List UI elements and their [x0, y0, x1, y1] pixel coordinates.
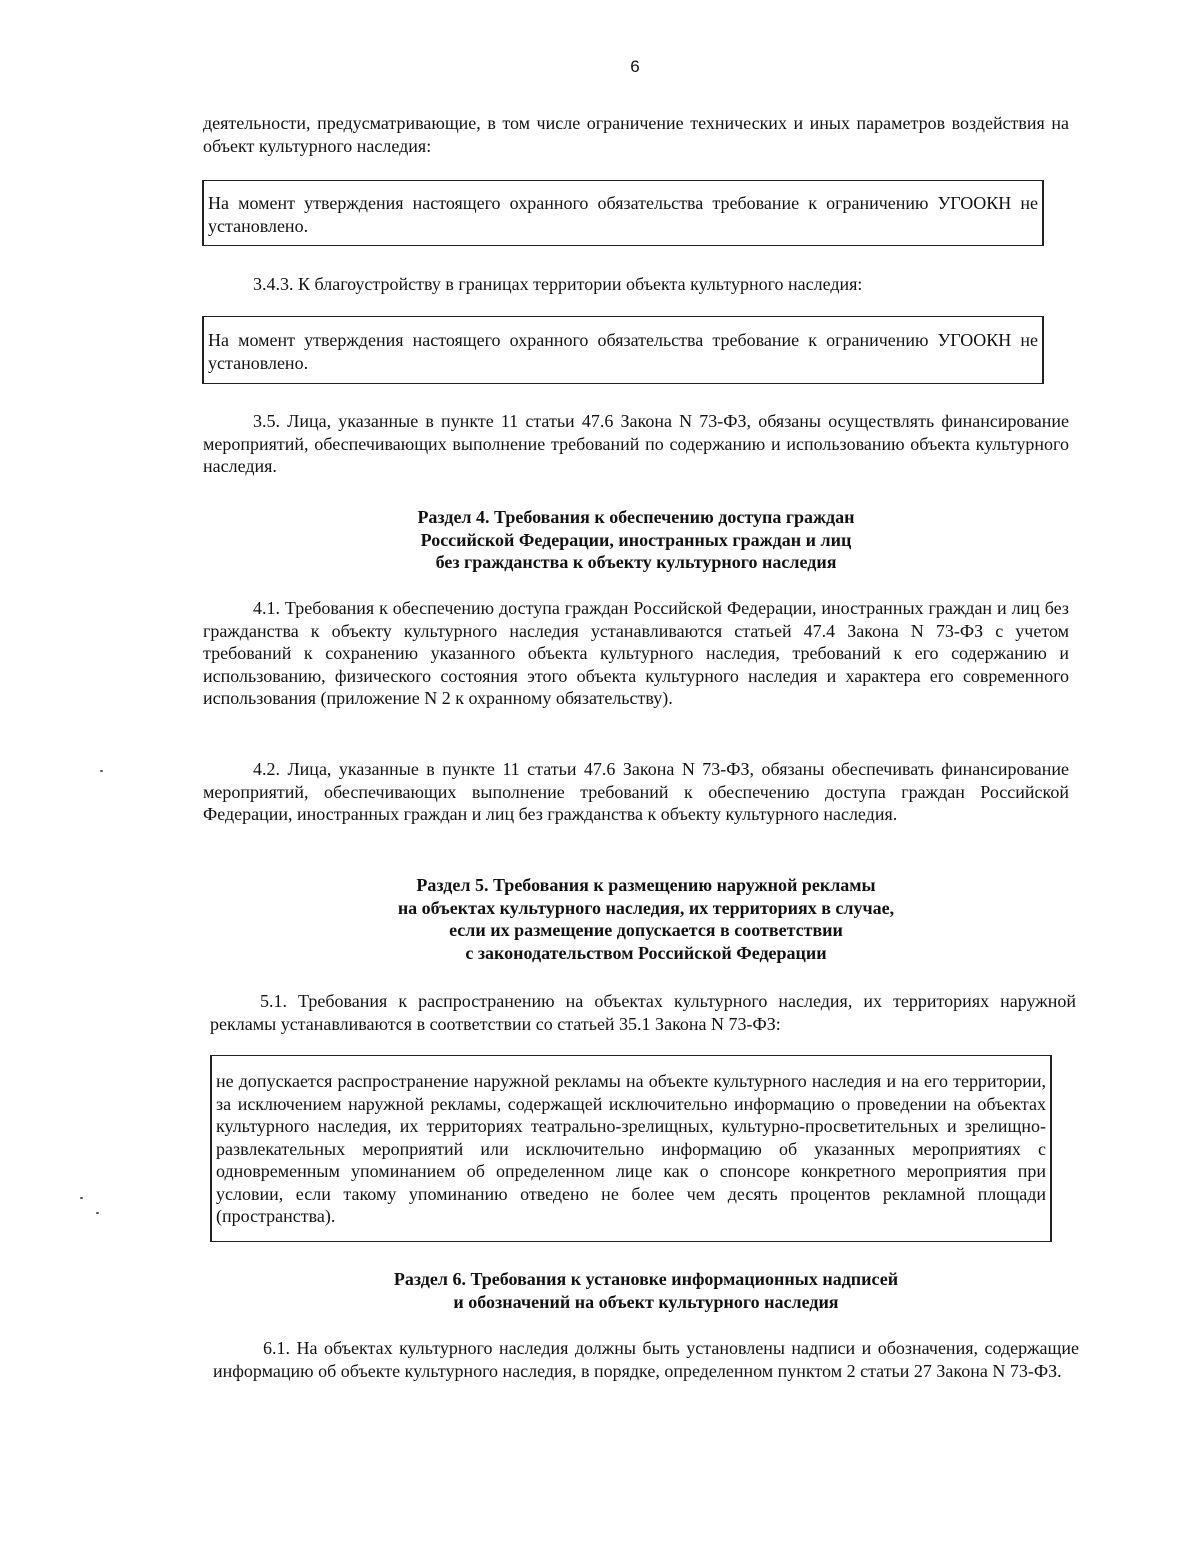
paragraph-4-1: 4.1. Требования к обеспечению доступа граждан Российской Федерации, иностранных граждан и лиц без гражданства к объекту культурного наследия устанавливаются статьей 47.4 Закона N 73-ФЗ с учетом требований к сохранению указанного объекта культурного наследия, требований к его содержанию и использованию, физического состояния этого объекта культурного наследия и характера его современного использования (приложение N 2 к охранному обязательству). [203, 598, 1069, 708]
section-6-heading-line: и обозначений на объект культурного наследия [453, 1291, 839, 1312]
section-5-heading-line: если их размещение допускается в соответствии [449, 920, 843, 940]
scan-speck [80, 1197, 83, 1199]
section-6-heading-line: Раздел 6. Требования к установке информационных надписей [393, 1269, 899, 1289]
section-6-heading [213, 1268, 1079, 1313]
scan-speck [96, 1212, 99, 1214]
section-4-heading [203, 506, 1069, 574]
paragraph-3-5: 3.5. Лица, указанные в пункте 11 статьи 47.6 Закона N 73-ФЗ, обязаны осуществлять финансирование мероприятий, обеспечивающих выполнение требований по содержанию и использованию объекта культурного наследия. [203, 411, 1069, 476]
section-5-heading-line: Раздел 5. Требования к размещению наружной рекламы [416, 875, 876, 895]
restriction-box-1: На момент утверждения настоящего охранного обязательства требование к ограничению УГООКН не установлено. [202, 180, 1044, 246]
section-4-heading-line: Раздел 4. Требования к обеспечению доступа граждан [417, 507, 855, 527]
section-4-heading-line: Российской Федерации, иностранных граждан и лиц [420, 529, 852, 550]
paragraph-6-1: 6.1. На объектах культурного наследия должны быть установлены надписи и обозначения, содержащие информацию об объекте культурного наследия, в порядке, определенном пунктом 2 статьи 27 Закона N 73-ФЗ. [213, 1338, 1079, 1381]
advertising-restriction-box: не допускается распространение наружной рекламы на объекте культурного наследия и на его территории, за исключением наружной рекламы, содержащей исключительно информацию о проведении на объектах культурного наследия, их территориях театрально-зрелищных, культурно-просветительных и зрелищно-развлекательных мероприятий или исключительно информацию об указанных мероприятиях с одновременным упоминанием об определенном лице как о спонсоре конкретного мероприятия при условии, если такому упоминанию отведено не более чем десять процентов рекламной площади (пространства). [210, 1055, 1052, 1242]
paragraph-5-1: 5.1. Требования к распространению на объектах культурного наследия, их территориях наружной рекламы устанавливаются в соответствии со статьей 35.1 Закона N 73-ФЗ: [210, 991, 1076, 1034]
section-5-heading-line: с законодательством Российской Федерации [465, 942, 827, 963]
restriction-box-2: На момент утверждения настоящего охранного обязательства требование к ограничению УГООКН не установлено. [202, 316, 1044, 384]
paragraph-4-2: 4.2. Лица, указанные в пункте 11 статьи 47.6 Закона N 73-ФЗ, обязаны обеспечивать финансирование мероприятий, обеспечивающих выполнение требований к обеспечению доступа граждан Российской Федерации, иностранных граждан и лиц без гражданства к объекту культурного наследия. [203, 759, 1069, 824]
intro-paragraph: деятельности, предусматривающие, в том числе ограничение технических и иных параметров воздействия на объект культурного наследия: [203, 113, 1069, 156]
section-5-heading [213, 874, 1079, 964]
page-number: 6 [630, 57, 640, 76]
section-4-heading-line: без гражданства к объекту культурного наследия [435, 552, 837, 572]
section-5-heading-line: на объектах культурного наследия, их территориях в случае, [397, 897, 895, 918]
paragraph-3-4-3: 3.4.3. К благоустройству в границах территории объекта культурного наследия: [253, 274, 863, 294]
scan-speck [100, 770, 103, 772]
